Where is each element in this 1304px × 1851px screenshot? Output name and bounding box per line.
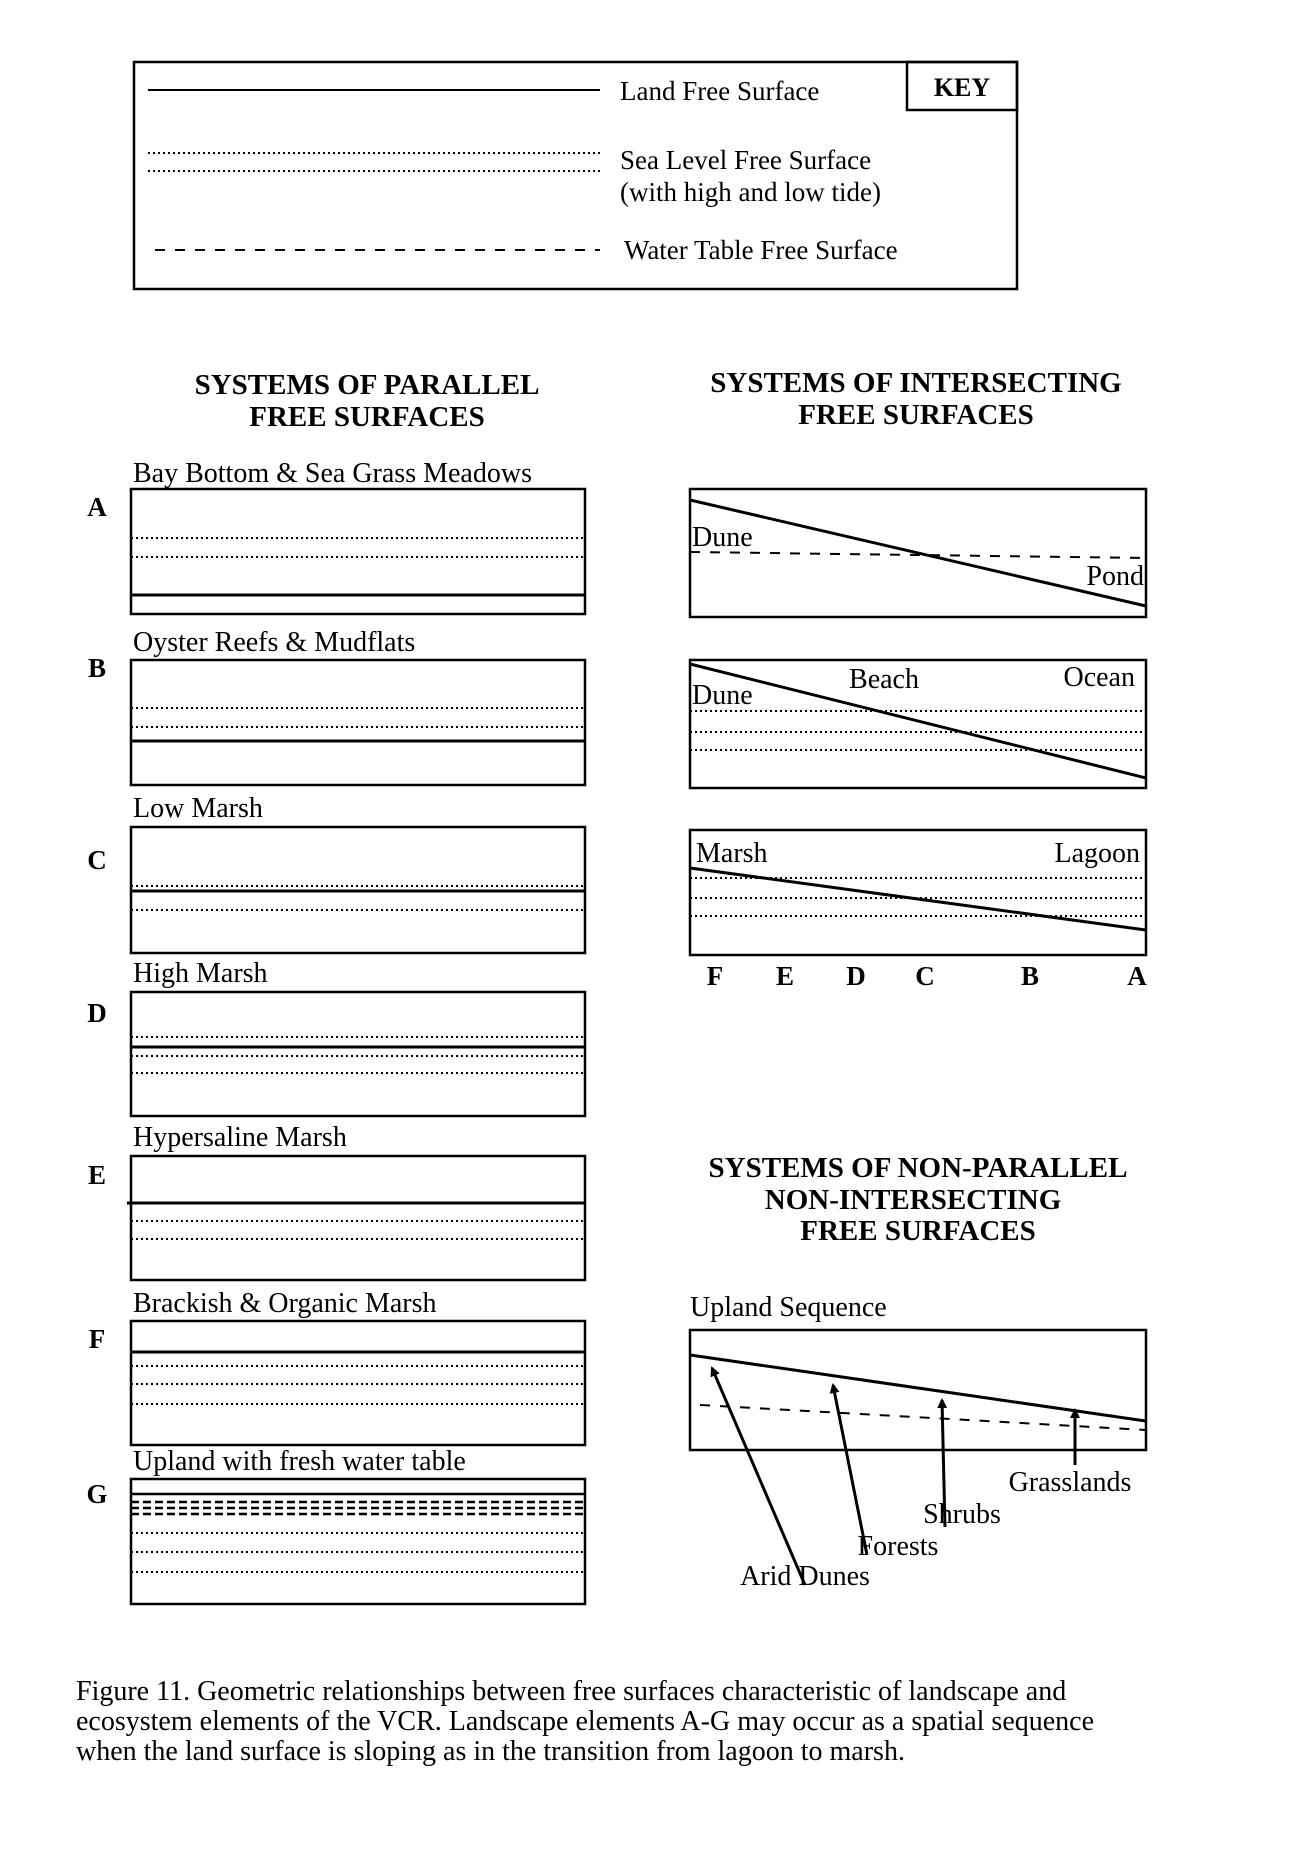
intersect-panel-marsh-lagoon (690, 830, 1146, 955)
sequence-letters (707, 961, 1148, 991)
parallel-heading-line2: FREE SURFACES (249, 401, 485, 433)
upland-sequence-label: Upland Sequence (690, 1292, 887, 1323)
dune-label: Dune (692, 522, 753, 553)
nonparallel-heading-line3: FREE SURFACES (800, 1215, 1036, 1247)
sequence-letter-a: A (1127, 961, 1147, 991)
intersecting-column (690, 367, 1147, 991)
panel-c (87, 793, 585, 953)
parallel-heading-line1: SYSTEMS OF PARALLEL (194, 369, 540, 401)
panel-d-label: High Marsh (133, 958, 268, 989)
arid-dunes-label: Arid Dunes (740, 1561, 870, 1592)
parallel-column (86, 369, 585, 1604)
panel-f-label: Brackish & Organic Marsh (133, 1288, 437, 1319)
upland-sequence-box (690, 1330, 1146, 1450)
pond-label: Pond (1086, 561, 1144, 592)
caption-line-2: ecosystem elements of the VCR. Landscape elements A-G may occur as a spatial sequence (76, 1706, 1095, 1737)
forests-arrow (833, 1385, 867, 1555)
legend-key (134, 62, 1017, 289)
water-table-line (700, 1405, 1146, 1430)
panel-f (89, 1288, 585, 1445)
panel-a-letter: A (87, 492, 107, 522)
panel-c-label: Low Marsh (133, 793, 263, 824)
key-land-label: Land Free Surface (620, 76, 820, 106)
beach-label: Beach (849, 664, 919, 695)
intersecting-heading-line1: SYSTEMS OF INTERSECTING (710, 367, 1122, 399)
panel-b (88, 627, 585, 785)
panel-a (87, 458, 585, 614)
panel-c-letter: C (87, 845, 107, 875)
lagoon-label: Lagoon (1054, 838, 1140, 869)
panel-e-letter: E (87, 1160, 107, 1190)
intersect-panel-dune-beach-ocean (690, 660, 1146, 788)
sequence-letter-d: D (846, 961, 866, 991)
marsh-label: Marsh (696, 838, 768, 869)
panel-g-letter: G (86, 1479, 108, 1509)
sequence-letter-e: E (775, 961, 795, 991)
nonparallel-section (690, 1152, 1146, 1592)
panel-d (87, 958, 585, 1116)
land-surface-line (690, 1355, 1146, 1421)
panel-e (88, 1122, 585, 1280)
figure-caption (76, 1676, 1094, 1767)
nonparallel-heading-line2: NON-INTERSECTING (764, 1184, 1062, 1216)
sequence-letter-f: F (706, 961, 724, 991)
panel-b-label: Oyster Reefs & Mudflats (133, 627, 416, 658)
nonparallel-heading-line1: SYSTEMS OF NON-PARALLEL (708, 1152, 1128, 1184)
intersecting-heading-line2: FREE SURFACES (798, 399, 1034, 431)
panel-f-letter: F (88, 1324, 106, 1354)
panel-d-letter: D (87, 998, 107, 1028)
panel-b-letter: B (87, 653, 107, 683)
panel-g (86, 1446, 585, 1604)
ocean-label: Ocean (1063, 662, 1135, 693)
shrubs-label: Shrubs (923, 1499, 1001, 1530)
intersect-panel-dune-pond (690, 489, 1146, 617)
panel-g-label: Upland with fresh water table (133, 1446, 466, 1477)
key-sea-label-line1: Sea Level Free Surface (620, 145, 872, 175)
sequence-letter-c: C (915, 961, 935, 991)
sequence-letter-b: B (1020, 961, 1040, 991)
key-water-label: Water Table Free Surface (624, 235, 898, 265)
forests-label: Forests (857, 1531, 939, 1562)
arid-dunes-arrow (712, 1368, 805, 1585)
panel-e-label: Hypersaline Marsh (133, 1122, 347, 1153)
key-title: KEY (933, 73, 991, 102)
key-sea-label-line2: (with high and low tide) (620, 177, 881, 207)
panel-a-label: Bay Bottom & Sea Grass Meadows (133, 458, 532, 489)
dune-label: Dune (692, 680, 753, 711)
land-surface-line (690, 868, 1146, 930)
grasslands-label: Grasslands (1008, 1467, 1132, 1498)
caption-line-1: Figure 11. Geometric relationships between free surfaces characteristic of landscape and (76, 1676, 1067, 1707)
caption-line-3: when the land surface is sloping as in the transition from lagoon to marsh. (76, 1736, 905, 1767)
